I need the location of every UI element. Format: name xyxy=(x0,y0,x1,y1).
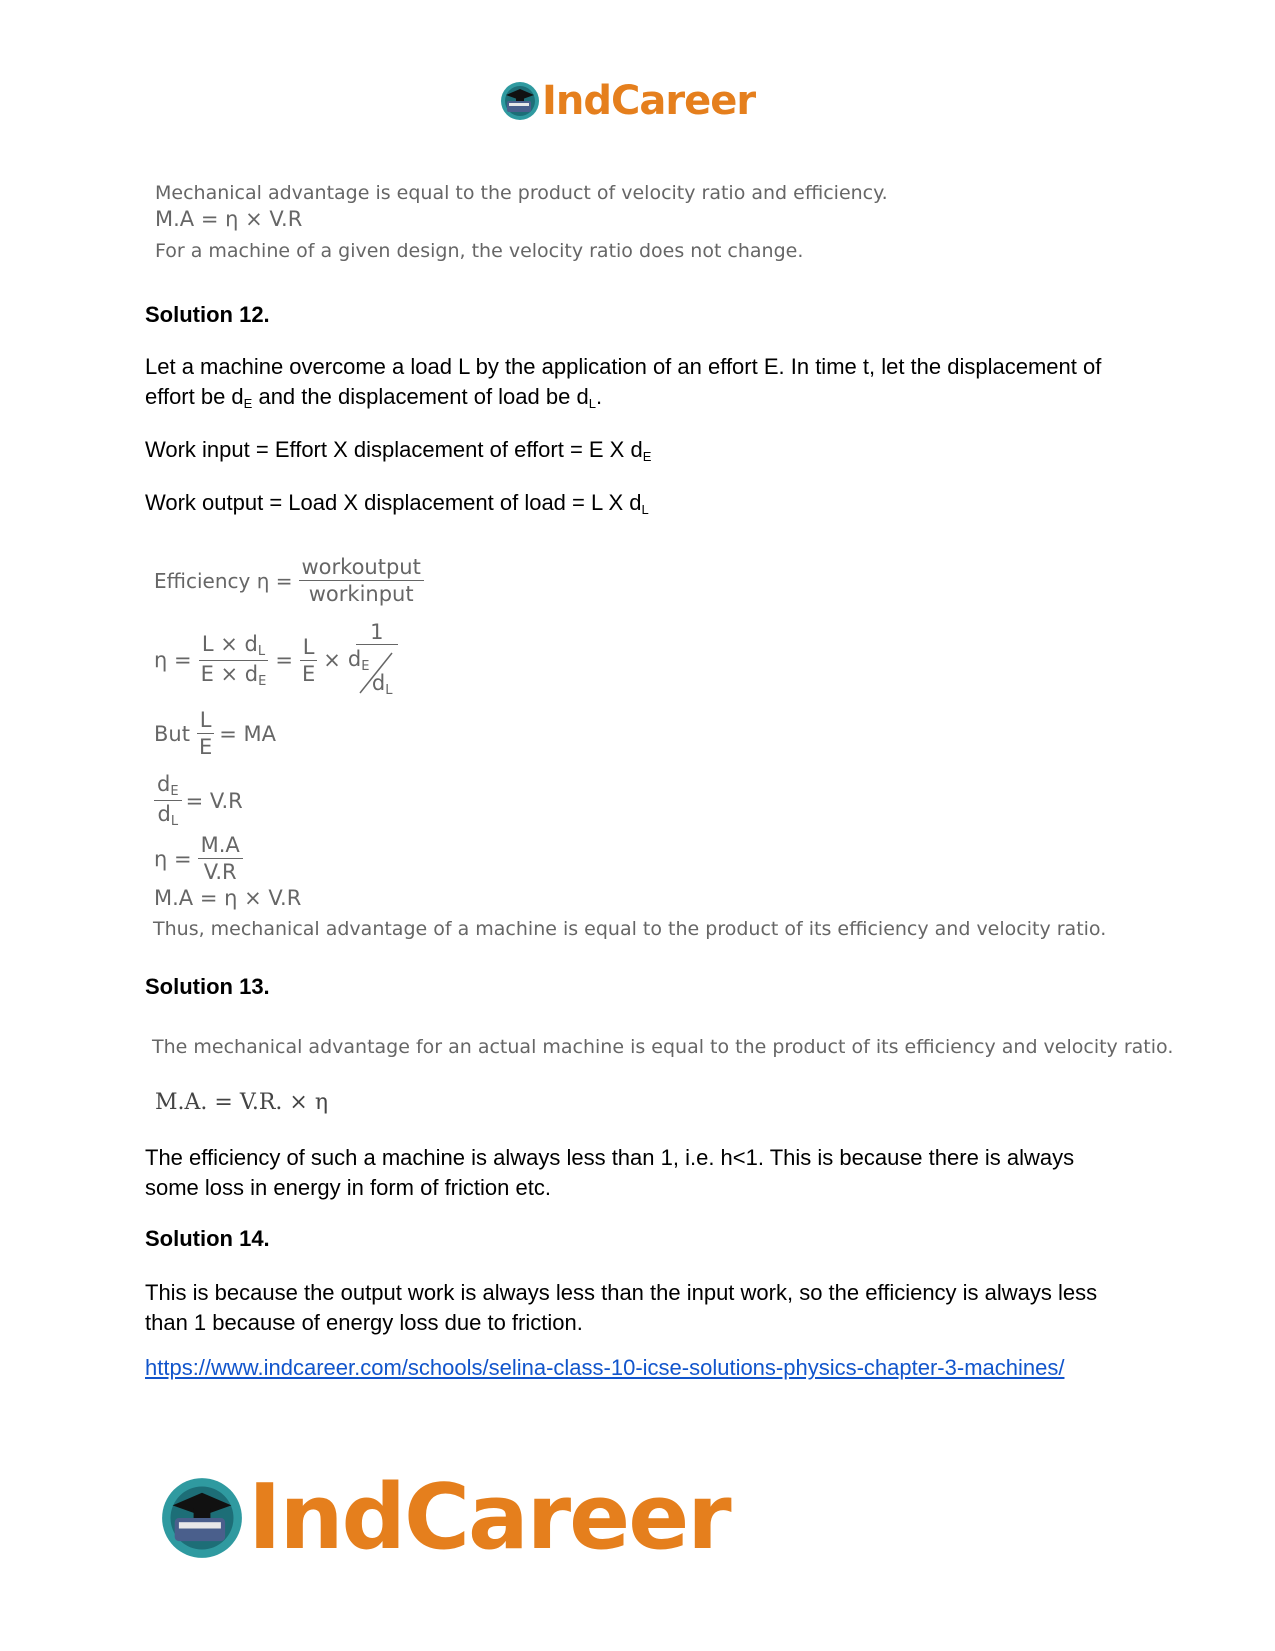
ede-denominator: $E \times d_E$ xyxy=(200,661,267,689)
source-link[interactable]: https://www.indcareer.com/schools/selina-class-10-icse-solutions-physics-chapter-3-machines/ xyxy=(145,1355,1065,1380)
l-numerator: L xyxy=(300,635,318,661)
solution-12-conclusion: Thus, mechanical advantage of a machine is equal to the product of its efficiency and velocity ratio. xyxy=(153,918,1107,940)
work-input-text: Work input = Effort X displacement of effort = E X d xyxy=(145,437,643,462)
efficiency-label: Efficiency η = xyxy=(154,568,293,593)
efficiency-numerator: workoutput xyxy=(299,555,424,581)
de-numerator: $d_E$ xyxy=(154,772,182,801)
work-output-line xyxy=(145,488,649,525)
vr-line xyxy=(154,772,243,829)
efficiency-formula xyxy=(154,555,424,606)
but-text: But xyxy=(154,721,190,746)
logo-text: IndCareer xyxy=(542,78,756,124)
book-graduation-cap-icon xyxy=(500,81,540,121)
vr-text: = V.R xyxy=(185,788,243,813)
solution-14-heading: Solution 14. xyxy=(145,1226,270,1251)
e-denominator: E xyxy=(198,735,213,759)
vr-denominator: V.R xyxy=(203,860,237,884)
eta-derivation xyxy=(154,620,408,700)
solution-13-formula: M.A. = V.R. × η xyxy=(155,1090,329,1115)
solution-13-heading: Solution 13. xyxy=(145,974,270,999)
l-numerator: L xyxy=(197,708,215,734)
work-output-text: Work output = Load X displacement of load = L X d xyxy=(145,490,642,515)
equals-sign: = xyxy=(275,648,293,672)
logo-text: IndCareer xyxy=(248,1465,730,1570)
intro-line-1: Mechanical advantage is equal to the product of velocity ratio and efficiency. xyxy=(155,182,888,204)
eta-ma-vr-line xyxy=(154,833,243,884)
ma-text: = MA xyxy=(219,721,276,746)
one-numerator: 1 xyxy=(356,620,397,645)
times-sign: × xyxy=(323,648,341,672)
solution-13-line: The mechanical advantage for an actual machine is equal to the product of its efficiency and velocity ratio. xyxy=(152,1036,1174,1058)
final-formula: M.A = η × V.R xyxy=(154,886,302,910)
efficiency-denominator: workinput xyxy=(308,582,414,606)
para-text: and the displacement of load be d xyxy=(252,384,589,409)
solution-14-paragraph: This is because the output work is always less than the input work, so the efficiency is always less than 1 because of energy loss due to friction. xyxy=(145,1280,1098,1335)
header-logo xyxy=(500,78,755,124)
solution-12-heading: Solution 12. xyxy=(145,302,270,327)
de-over-dl-denominator: $d_E$ $d_L$ xyxy=(347,647,393,698)
intro-line-2: For a machine of a given design, the velocity ratio does not change. xyxy=(155,240,804,262)
subscript-e: E xyxy=(243,396,253,411)
work-input-line xyxy=(145,435,651,472)
subscript-e: E xyxy=(642,449,652,464)
but-ma-line xyxy=(154,708,276,759)
solution-12-paragraph xyxy=(145,352,1105,419)
para-text: . xyxy=(595,384,603,409)
ldl-numerator: $L \times d_L$ xyxy=(199,632,268,661)
subscript-l: L xyxy=(588,396,596,411)
intro-formula: M.A = η × V.R xyxy=(155,207,303,231)
ma-numerator: M.A xyxy=(198,833,243,859)
para-text: Let a machine overcome a load L by the application of an effort E. In time t, let the displacement of effort be d xyxy=(145,354,1102,409)
solution-13-paragraph: The efficiency of such a machine is always less than 1, i.e. h<1. This is because there is always some loss in energy in form of friction etc. xyxy=(145,1145,1075,1200)
e-denominator: E xyxy=(301,661,316,686)
book-graduation-cap-icon xyxy=(160,1476,244,1560)
eta-equals: η = xyxy=(154,846,192,871)
subscript-l: L xyxy=(641,502,649,517)
footer-logo xyxy=(160,1465,730,1570)
dl-denominator: $d_L$ xyxy=(157,802,179,829)
eta-equals: η = xyxy=(154,648,192,672)
